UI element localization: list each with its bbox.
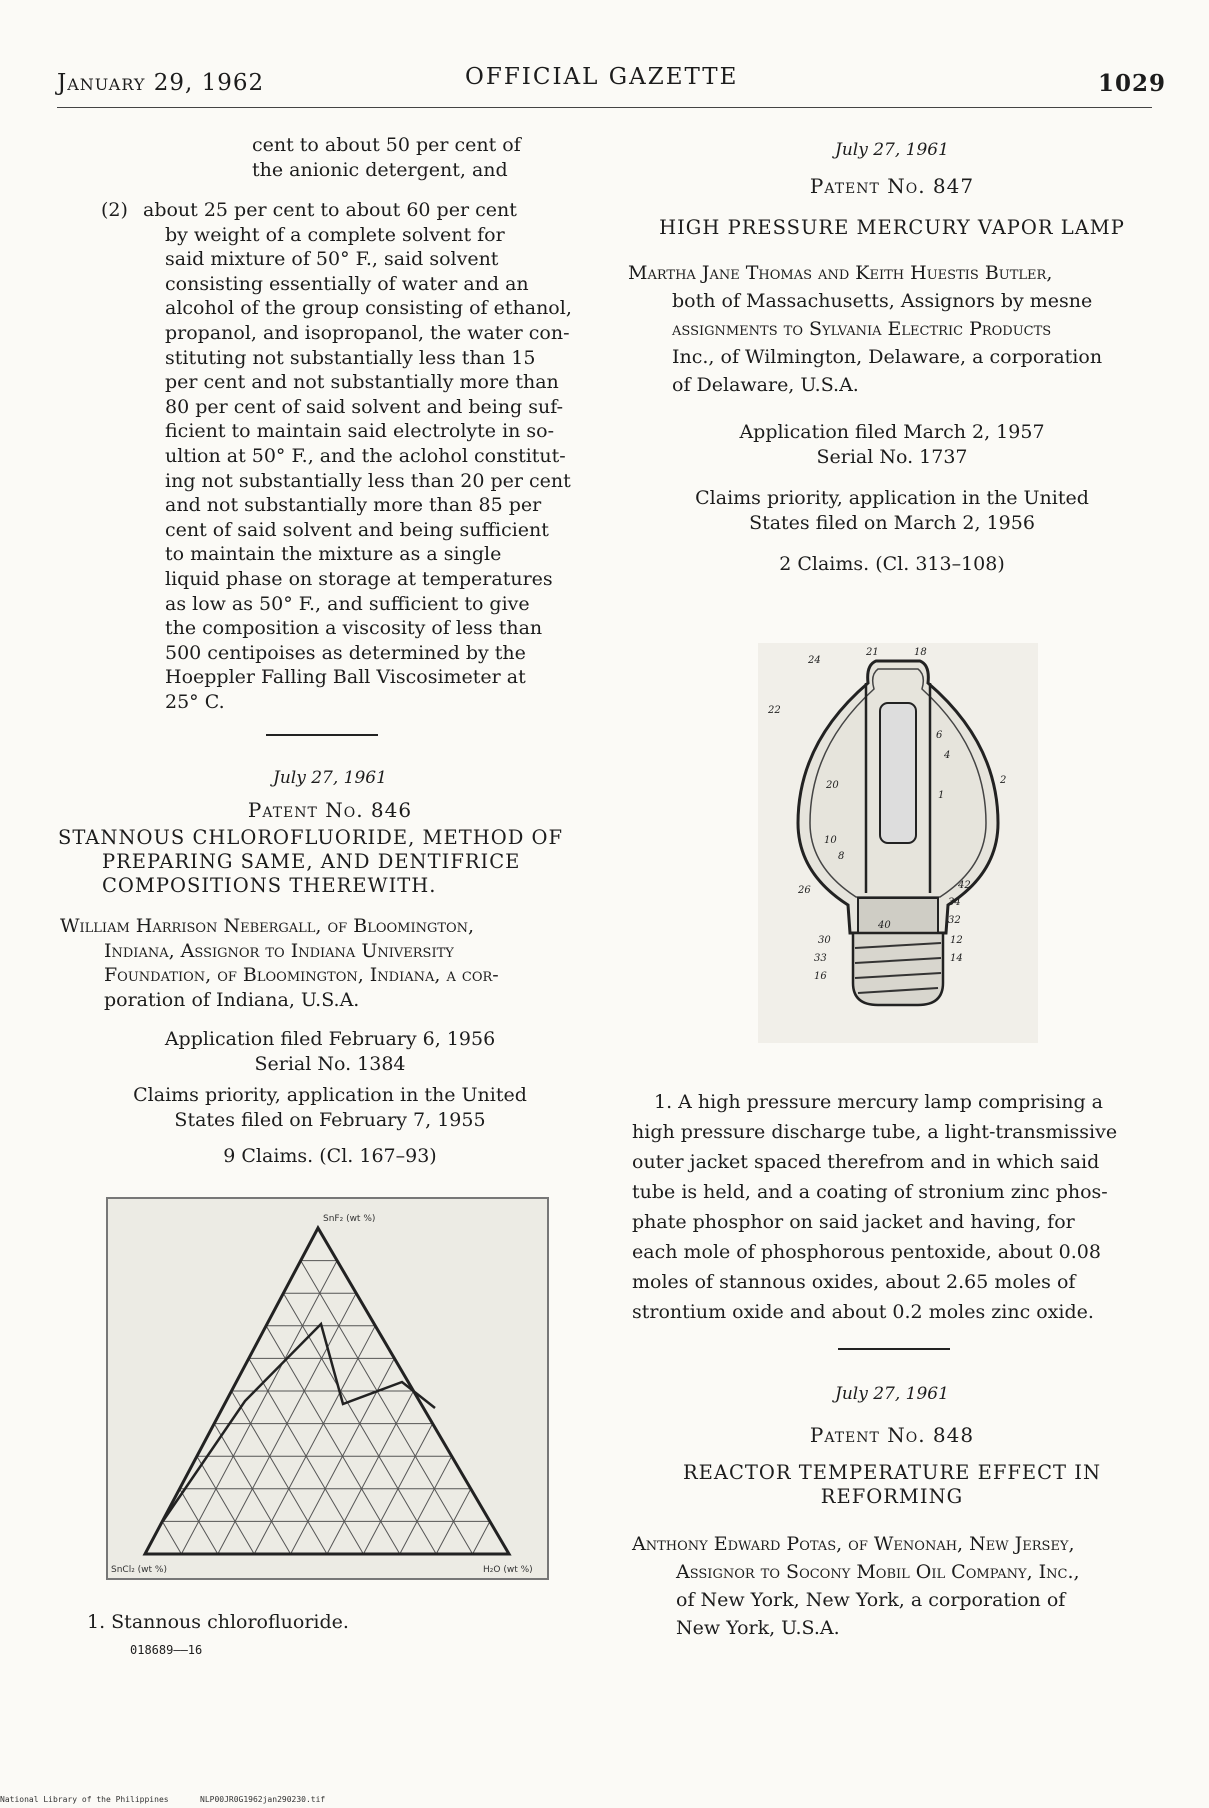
ref-numeral: 20 xyxy=(826,780,839,791)
text-line: tube is held, and a coating of stronium zinc phos- xyxy=(632,1181,1108,1203)
text-line: 80 per cent of said solvent and being suf- xyxy=(165,395,564,418)
ternary-diagram xyxy=(105,1196,550,1581)
section-divider xyxy=(266,734,378,736)
patent-848-title xyxy=(632,1461,1152,1509)
ref-numeral: 32 xyxy=(948,915,961,926)
text-line: cent of said solvent and being sufficient xyxy=(165,518,549,541)
footer-file: NLP00JR0G1962jan290230.tif xyxy=(200,1795,326,1804)
lamp-stem xyxy=(858,898,938,933)
text-line: high pressure discharge tube, a light-transmissive xyxy=(632,1121,1118,1143)
claim-item-2 xyxy=(143,198,598,714)
text-line: poration of Indiana, U.S.A. xyxy=(104,988,360,1011)
ref-numeral: 42 xyxy=(958,880,971,891)
text-line: per cent and not substantially more than xyxy=(165,371,559,394)
ref-numeral: 18 xyxy=(914,647,927,658)
header-date: January 29, 1962 xyxy=(57,70,265,96)
patent-847-date: July 27, 1961 xyxy=(835,140,949,160)
ref-numeral: 26 xyxy=(798,885,811,896)
text-line: William Harrison Nebergall, of Bloomington, xyxy=(60,915,475,937)
label-right-vertex: H₂O (wt %) xyxy=(483,1565,533,1575)
text-line: liquid phase on storage at temperatures xyxy=(165,567,553,590)
text-line xyxy=(60,939,600,964)
ref-numeral: 14 xyxy=(950,953,963,964)
text-line: New York, U.S.A. xyxy=(676,1617,840,1639)
text-line: ultion at 50° F., and the aclohol constitut- xyxy=(165,444,566,467)
label-top-vertex: SnF₂ (wt %) xyxy=(323,1214,376,1224)
text-line: the composition a viscosity of less than xyxy=(165,617,543,640)
section-divider xyxy=(838,1348,950,1350)
patent-848-number: Patent No. 848 xyxy=(809,1423,975,1447)
text-line: ficient to maintain said electrolyte in so- xyxy=(165,420,555,443)
text-line: by weight of a complete solvent for xyxy=(165,223,505,246)
ref-numeral: 24 xyxy=(808,655,821,666)
patent-847-claim xyxy=(632,1087,1154,1327)
text-line: 25° C. xyxy=(165,690,225,713)
text-line: Claims priority, application in the United xyxy=(695,487,1089,509)
patent-846-application xyxy=(60,1027,600,1076)
ref-numeral: 21 xyxy=(866,647,879,658)
serial-number: Serial No. 1384 xyxy=(254,1052,406,1075)
text-line: said mixture of 50° F., said solvent xyxy=(165,248,499,271)
ref-numeral: 30 xyxy=(818,935,831,946)
title-line: PREPARING SAME, AND DENTIFRICE xyxy=(102,850,521,873)
text-line: of Delaware, U.S.A. xyxy=(672,374,859,396)
application-filed: Application filed March 2, 1957 xyxy=(739,421,1045,443)
text-line: of New York, New York, a corporation of xyxy=(676,1589,1066,1611)
ref-numeral: 2 xyxy=(1000,775,1007,786)
claim-item-2-body xyxy=(143,223,598,715)
header-title: OFFICIAL GAZETTE xyxy=(465,64,739,90)
patent-847-priority xyxy=(632,486,1152,535)
text-line: as low as 50° F., and sufficient to give xyxy=(165,592,530,615)
application-filed: Application filed February 6, 1956 xyxy=(164,1028,496,1050)
patent-847-inventor xyxy=(628,259,1158,399)
text-line: States filed on March 2, 1956 xyxy=(749,511,1035,534)
lamp-drawing xyxy=(758,643,1038,1043)
text-line: alcohol of the group consisting of ethanol, xyxy=(165,297,572,320)
text-line: moles of stannous oxides, about 2.65 moles of xyxy=(632,1271,1076,1293)
text-line: each mole of phosphorous pentoxide, about 0.08 xyxy=(632,1241,1101,1263)
patent-846-priority xyxy=(60,1083,600,1132)
item-number: (2) xyxy=(101,199,128,221)
text-line: about 25 per cent to about 60 per cent xyxy=(143,199,517,221)
ref-numeral: 34 xyxy=(948,897,961,908)
ref-numeral: 12 xyxy=(950,935,963,946)
claim-continuation xyxy=(252,133,521,182)
text-line: Martha Jane Thomas and Keith Huestis Butler, xyxy=(628,262,1053,284)
text-line: Assignor to Socony Mobil Oil Company, Inc., xyxy=(676,1561,1080,1583)
patent-847-application xyxy=(632,420,1152,469)
text-line: assignments to Sylvania Electric Products xyxy=(672,318,1052,340)
patent-846-claims: 9 Claims. (Cl. 167–93) xyxy=(223,1145,437,1167)
text-line: the anionic detergent, and xyxy=(252,158,508,181)
text-line: phate phosphor on said jacket and having, for xyxy=(632,1211,1075,1233)
patent-846-number: Patent No. 846 xyxy=(247,798,413,822)
text-line: 500 centipoises as determined by the xyxy=(165,641,526,664)
ref-numeral: 1 xyxy=(938,790,945,801)
ref-numeral: 10 xyxy=(824,835,837,846)
patent-847-claims: 2 Claims. (Cl. 313–108) xyxy=(779,553,1005,575)
patent-846-inventor xyxy=(60,914,600,1012)
text-line: and not substantially more than 85 per xyxy=(165,494,542,517)
patent-846-date: July 27, 1961 xyxy=(273,768,387,788)
text-line: to maintain the mixture as a single xyxy=(165,543,502,566)
text-line: Anthony Edward Potas, of Wenonah, New Jersey, xyxy=(632,1533,1075,1555)
ref-numeral: 8 xyxy=(838,851,845,862)
text-line: Hoeppler Falling Ball Viscosimeter at xyxy=(165,666,526,689)
ref-numeral: 16 xyxy=(814,971,827,982)
text-line: stituting not substantially less than 15 xyxy=(165,346,536,369)
ternary-diagram-svg xyxy=(105,1196,550,1581)
text-line: 1. A high pressure mercury lamp comprising a xyxy=(654,1091,1103,1113)
patent-848-date: July 27, 1961 xyxy=(835,1384,949,1404)
inventor-text: Indiana, Assignor to Indiana University xyxy=(104,939,454,962)
text-line: outer jacket spaced therefrom and in which said xyxy=(632,1151,1100,1173)
patent-848-inventor xyxy=(632,1530,1162,1642)
title-line: REFORMING xyxy=(820,1485,964,1508)
text-line: ing not substantially less than 20 per cent xyxy=(165,469,571,492)
text-line: Foundation, of Bloomington, Indiana, a cor- xyxy=(104,964,499,987)
footer-code: 018689——16 xyxy=(130,1643,203,1657)
footer-library: National Library of the Philippines xyxy=(0,1795,169,1804)
patent-847-number: Patent No. 847 xyxy=(809,174,975,198)
text-line: strontium oxide and about 0.2 moles zinc oxide. xyxy=(632,1301,1094,1323)
ref-numeral: 4 xyxy=(944,750,951,761)
text-line: consisting essentially of water and an xyxy=(165,272,529,295)
patent-847-title: HIGH PRESSURE MERCURY VAPOR LAMP xyxy=(659,216,1125,239)
header-rule xyxy=(57,107,1152,108)
serial-number: Serial No. 1737 xyxy=(816,445,968,468)
text-line: both of Massachusetts, Assignors by mesne xyxy=(672,290,1093,312)
title-line: REACTOR TEMPERATURE EFFECT IN xyxy=(682,1461,1102,1484)
ref-numeral: 33 xyxy=(814,953,827,964)
header-page-number: 1029 xyxy=(1098,70,1167,97)
title-line: STANNOUS CHLOROFLUORIDE, METHOD OF xyxy=(58,826,564,849)
ref-numeral: 40 xyxy=(878,920,891,931)
text-line: propanol, and isopropanol, the water con- xyxy=(165,321,570,344)
label-left-vertex: SnCl₂ (wt %) xyxy=(111,1565,167,1575)
discharge-tube xyxy=(880,703,916,843)
lamp-drawing-svg xyxy=(758,643,1038,1043)
text-line: Claims priority, application in the United xyxy=(133,1084,527,1106)
patent-846-claim: 1. Stannous chlorofluoride. xyxy=(87,1611,349,1633)
title-line: COMPOSITIONS THEREWITH. xyxy=(102,874,437,897)
ref-numeral: 6 xyxy=(936,730,943,741)
ref-numeral: 22 xyxy=(768,705,781,716)
patent-846-title xyxy=(58,826,603,898)
text-line: Inc., of Wilmington, Delaware, a corporation xyxy=(672,346,1103,368)
text-line: States filed on February 7, 1955 xyxy=(174,1108,486,1131)
text-line: cent to about 50 per cent of xyxy=(252,134,521,156)
